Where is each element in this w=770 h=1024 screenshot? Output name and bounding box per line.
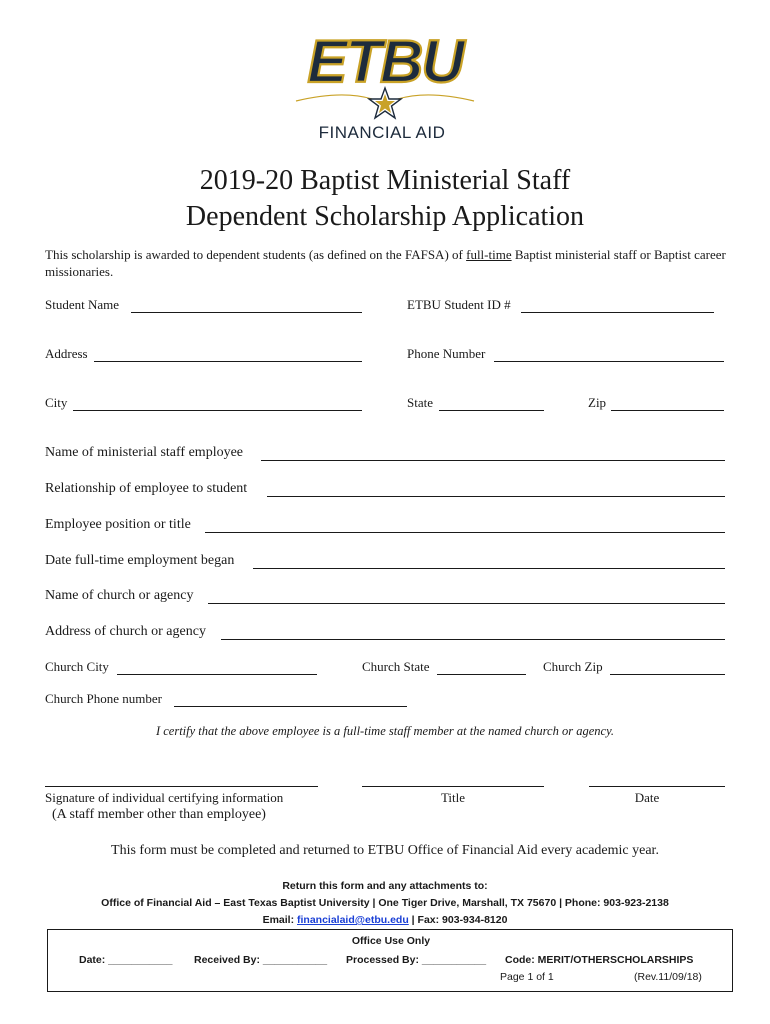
student-name-field[interactable] <box>131 312 362 313</box>
employee-name-label: Name of ministerial staff employee <box>45 445 244 460</box>
church-zip-label: Church Zip <box>543 659 603 674</box>
etbu-wordmark: ETBU <box>307 30 463 92</box>
church-zip-field[interactable] <box>610 674 725 675</box>
office-code: Code: MERIT/OTHERSCHOLARSHIPS <box>505 954 694 966</box>
signature-date-field[interactable] <box>589 786 725 787</box>
church-name-field[interactable] <box>208 603 725 604</box>
email-link[interactable]: financialaid@etbu.edu <box>297 914 409 926</box>
return-heading: Return this form and any attachments to: <box>282 880 488 892</box>
page-number: Page 1 of 1 <box>500 971 554 983</box>
certification-statement: I certify that the above employee is a full-time staff member at the named church or agency. <box>155 724 615 738</box>
relationship-field[interactable] <box>267 496 725 497</box>
page-title-line2: Dependent Scholarship Application <box>185 201 585 232</box>
office-address: Office of Financial Aid – East Texas Baptist University | One Tiger Drive, Marshall, TX 75670 | Phone: 903-923-2138 <box>101 897 669 909</box>
city-field[interactable] <box>73 410 362 411</box>
office-date: Date: ___________ <box>79 954 173 966</box>
position-label: Employee position or title <box>45 517 191 532</box>
church-name-label: Name of church or agency <box>45 588 194 603</box>
office-received: Received By: ___________ <box>194 954 328 966</box>
church-city-field[interactable] <box>117 674 317 675</box>
signature-label: Signature of individual certifying information <box>45 790 284 805</box>
student-name-label: Student Name <box>45 297 120 312</box>
address-label: Address <box>45 346 88 361</box>
office-processed: Processed By: ___________ <box>346 954 487 966</box>
church-state-label: Church State <box>362 659 430 674</box>
state-label: State <box>407 395 433 410</box>
church-state-field[interactable] <box>437 674 526 675</box>
page-title-line1: 2019-20 Baptist Ministerial Staff <box>199 165 571 196</box>
date-began-label: Date full-time employment began <box>45 553 235 568</box>
revision-date: (Rev.11/09/18) <box>634 971 702 983</box>
signature-note: (A staff member other than employee) <box>52 807 266 822</box>
church-city-label: Church City <box>45 659 109 674</box>
church-address-label: Address of church or agency <box>45 624 206 639</box>
relationship-label: Relationship of employee to student <box>45 481 248 496</box>
phone-label: Phone Number <box>407 346 486 361</box>
contact-line: Email: financialaid@etbu.edu | Fax: 903-934-8120 <box>262 914 508 926</box>
church-phone-label: Church Phone number <box>45 691 162 706</box>
church-phone-field[interactable] <box>174 706 407 707</box>
student-id-field[interactable] <box>521 312 714 313</box>
state-field[interactable] <box>439 410 544 411</box>
student-id-label: ETBU Student ID # <box>407 297 511 312</box>
position-field[interactable] <box>205 532 725 533</box>
office-use-heading: Office Use Only <box>351 935 431 947</box>
signature-title-field[interactable] <box>362 786 544 787</box>
etbu-logo <box>297 30 473 92</box>
return-notice: This form must be completed and returned to ETBU Office of Financial Aid every academic year. <box>111 843 659 858</box>
church-address-field[interactable] <box>221 639 725 640</box>
intro-paragraph: This scholarship is awarded to dependent students (as defined on the FAFSA) of full-time Baptist ministerial staff or Baptist career missionaries. <box>45 247 726 279</box>
office-use-box <box>47 929 733 992</box>
financial-aid-subtitle: FINANCIAL AID <box>318 123 446 142</box>
zip-label: Zip <box>588 395 607 410</box>
zip-field[interactable] <box>611 410 724 411</box>
employee-name-field[interactable] <box>261 460 725 461</box>
date-label: Date <box>634 790 660 805</box>
date-began-field[interactable] <box>253 568 725 569</box>
title-label: Title <box>440 790 466 805</box>
star-icon <box>292 86 478 122</box>
city-label: City <box>45 395 68 410</box>
phone-field[interactable] <box>494 361 724 362</box>
address-field[interactable] <box>94 361 362 362</box>
signature-field[interactable] <box>45 786 318 787</box>
